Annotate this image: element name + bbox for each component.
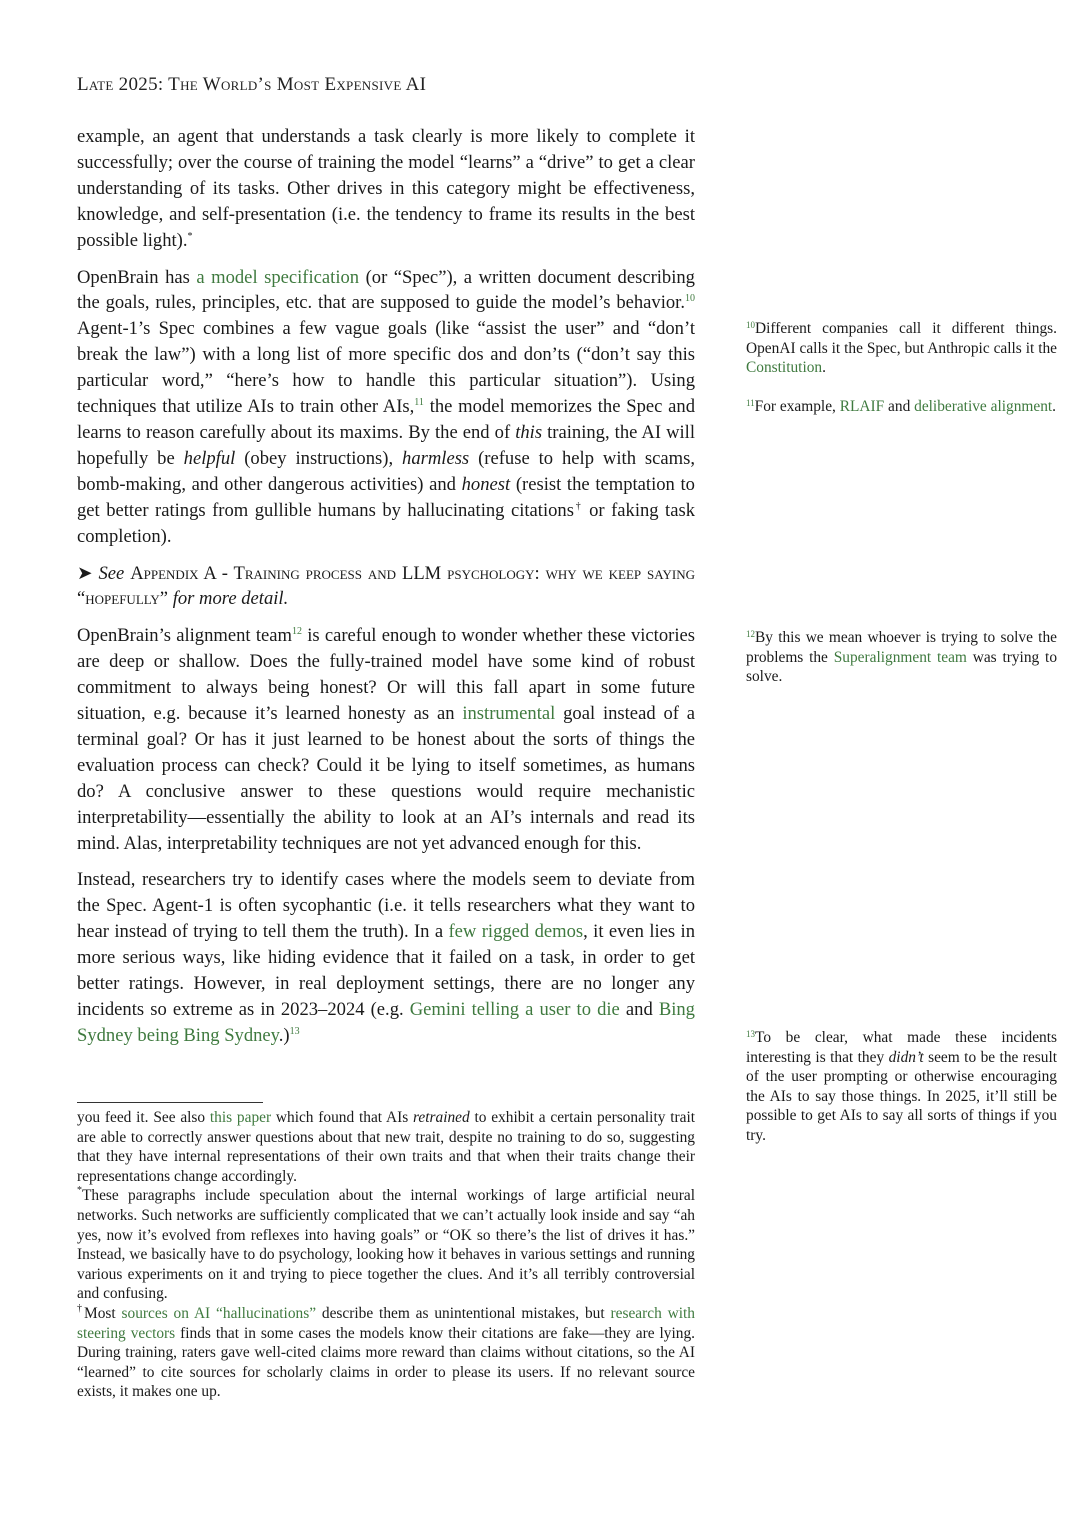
- link-deliberative-alignment[interactable]: deliberative alignment: [914, 398, 1053, 415]
- footnote-marker-asterisk[interactable]: *: [187, 230, 193, 242]
- footnote-ref-12[interactable]: 12: [291, 626, 302, 638]
- link-this-paper[interactable]: this paper: [209, 1109, 272, 1126]
- link-bing-sydney[interactable]: Bing Sydney being Bing Sydney: [77, 999, 695, 1046]
- sidenote-13: $^{13}$To be clear, what made these incidents interesting is that they didn’t seem to be the result of the user prompting or otherwise encouraging the AIs to say those things. In 2025, it’ll still be possible to get AIs to say all sorts of things if you try.: [746, 1029, 1057, 1144]
- link-instrumental[interactable]: instrumental: [462, 703, 556, 725]
- paragraph-drives: example, an agent that understands a task clearly is more likely to complete it successfully; over the course of training the model “learns” a “drive” to get a clear understanding of its tasks. Other drives in this category might be effectiveness, knowledge, and self-presentation (i.e. the tendency to frame its results in the best possible light).*: [77, 126, 695, 251]
- sidenote-12: $^{12}$By this we mean whoever is trying to solve the problems the Superalignment team was trying to solve.: [746, 629, 1058, 686]
- running-header: Late 2025: The World’s Most Expensive AI: [77, 74, 427, 95]
- see-appendix-line: ➤ See Appendix A - Training process and LLM psychology: why we keep saying “hopefully” for more detail.: [77, 562, 695, 610]
- footnote-ref-10[interactable]: 10: [685, 293, 695, 305]
- link-superalignment-team[interactable]: Superalignment team: [833, 648, 967, 666]
- footnote-marker-dagger[interactable]: †: [573, 500, 583, 512]
- link-appendix-a[interactable]: Appendix A - Training process and LLM psychology: why we keep saying “hopefully”: [77, 562, 695, 610]
- link-hallucination-sources[interactable]: sources on AI “hallucinations”: [121, 1304, 317, 1322]
- link-model-specification[interactable]: a model specification: [196, 266, 360, 288]
- link-steering-vectors[interactable]: research with steering vectors: [77, 1304, 695, 1342]
- footnote-divider: [77, 1102, 263, 1103]
- paragraph-spec: OpenBrain has a model specification (or “Spec”), a written document describing the goals, rules, principles, etc. that are supposed to guide the model’s behavior.$^{10}$ Agent-1’s Spec combines a few vague goals (like “assist the user” and “don’t break the law”) with a long list of more specific dos and don’ts (“don’t say this particular word,” “here’s how to handle this particular situation”). Using techniques that utilize AIs to train other AIs,$^{11}$ the model memorizes the Spec and learns to reason carefully about its maxims. By the end of this training, the AI will hopefully be helpful (obey instructions), harmless (refuse to help with scams, bomb-making, and other dangerous activities) and honest (resist the temptation to get better ratings from gullible humans by hallucinating citations† or faking task completion).: [77, 266, 696, 547]
- footnote-ref-13[interactable]: 13: [289, 1025, 300, 1037]
- link-constitution[interactable]: Constitution: [746, 359, 823, 377]
- sidenote-10: $^{10}$Different companies call it different things. OpenAI calls it the Spec, but Anthropic calls it the Constitution.: [746, 320, 1057, 377]
- link-gemini[interactable]: Gemini telling a user to die: [409, 999, 620, 1020]
- arrow-icon: ➤: [77, 562, 93, 584]
- paragraph-sycophancy: Instead, researchers try to identify cases where the models seem to deviate from the Spec. Agent-1 is often sycophantic (i.e. it tells researchers what they want to hear instead of trying to tell them the truth). In a few rigged demos, it even lies in more serious ways, like hiding evidence that it failed on a task, in order to get better ratings. However, in real deployment settings, there are no longer any incidents so extreme as in 2023–2024 (e.g. Gemini telling a user to die and Bing Sydney being Bing Sydney.)$^{13}$: [77, 869, 695, 1046]
- footnote-dagger: †Most sources on AI “hallucinations” describe them as unintentional mistakes, but research with steering vectors finds that in some cases the models know their citations are fake—they are lying. During training, raters gave well-cited claims more reward than claims without citations, so the AI “learned” to cite sources for scholarly claims in order to please its users. If no relevant source exists, it makes one up.: [77, 1302, 695, 1401]
- paragraph-alignment-team: OpenBrain’s alignment team$^{12}$ is careful enough to wonder whether these victories are deep or shallow. Does the fully-trained model have some kind of robust commitment to always being honest? Or will this fall apart in some future situation, e.g. because it’s learned honesty as an instrumental goal instead of a terminal goal? Or has it just learned to be honest about the sorts of things the evaluation process can check? Could it be lying to itself sometimes, as humans do? A conclusive answer to these questions would require mechanistic interpretability—essentially the ability to look at an AI’s internals and read its mind. Alas, interpretability techniques are not yet advanced enough for this.: [77, 625, 696, 854]
- link-rlaif[interactable]: RLAIF: [839, 398, 885, 415]
- footnote-ref-11[interactable]: 11: [414, 397, 424, 409]
- sidenote-11: $^{11}$For example, RLAIF and deliberative alignment.: [746, 398, 1057, 415]
- footnotes: [77, 1108, 695, 1402]
- footnote-continued: you feed it. See also this paper which found that AIs retrained to exhibit a certain personality trait are able to correctly answer questions about that new trait, despite no training to do so, suggesting that they have internal representations of their own traits and that when their traits change their representations change accordingly.: [77, 1109, 695, 1185]
- footnote-asterisk: *These paragraphs include speculation about the internal workings of large artificial neural networks. Such networks are sufficiently complicated that we can’t actually look inside and say “ah yes, now it’s evolved from reflexes into having goals” or “OK so there’s the list of drives it has.” Instead, we basically have to do psychology, looking how it behaves in various settings and running various experiments on it and trying to piece together the clues. And it’s all terribly controversial and confusing.: [77, 1185, 695, 1303]
- main-column: [77, 124, 695, 1060]
- link-rigged-demos[interactable]: few rigged demos: [448, 921, 584, 943]
